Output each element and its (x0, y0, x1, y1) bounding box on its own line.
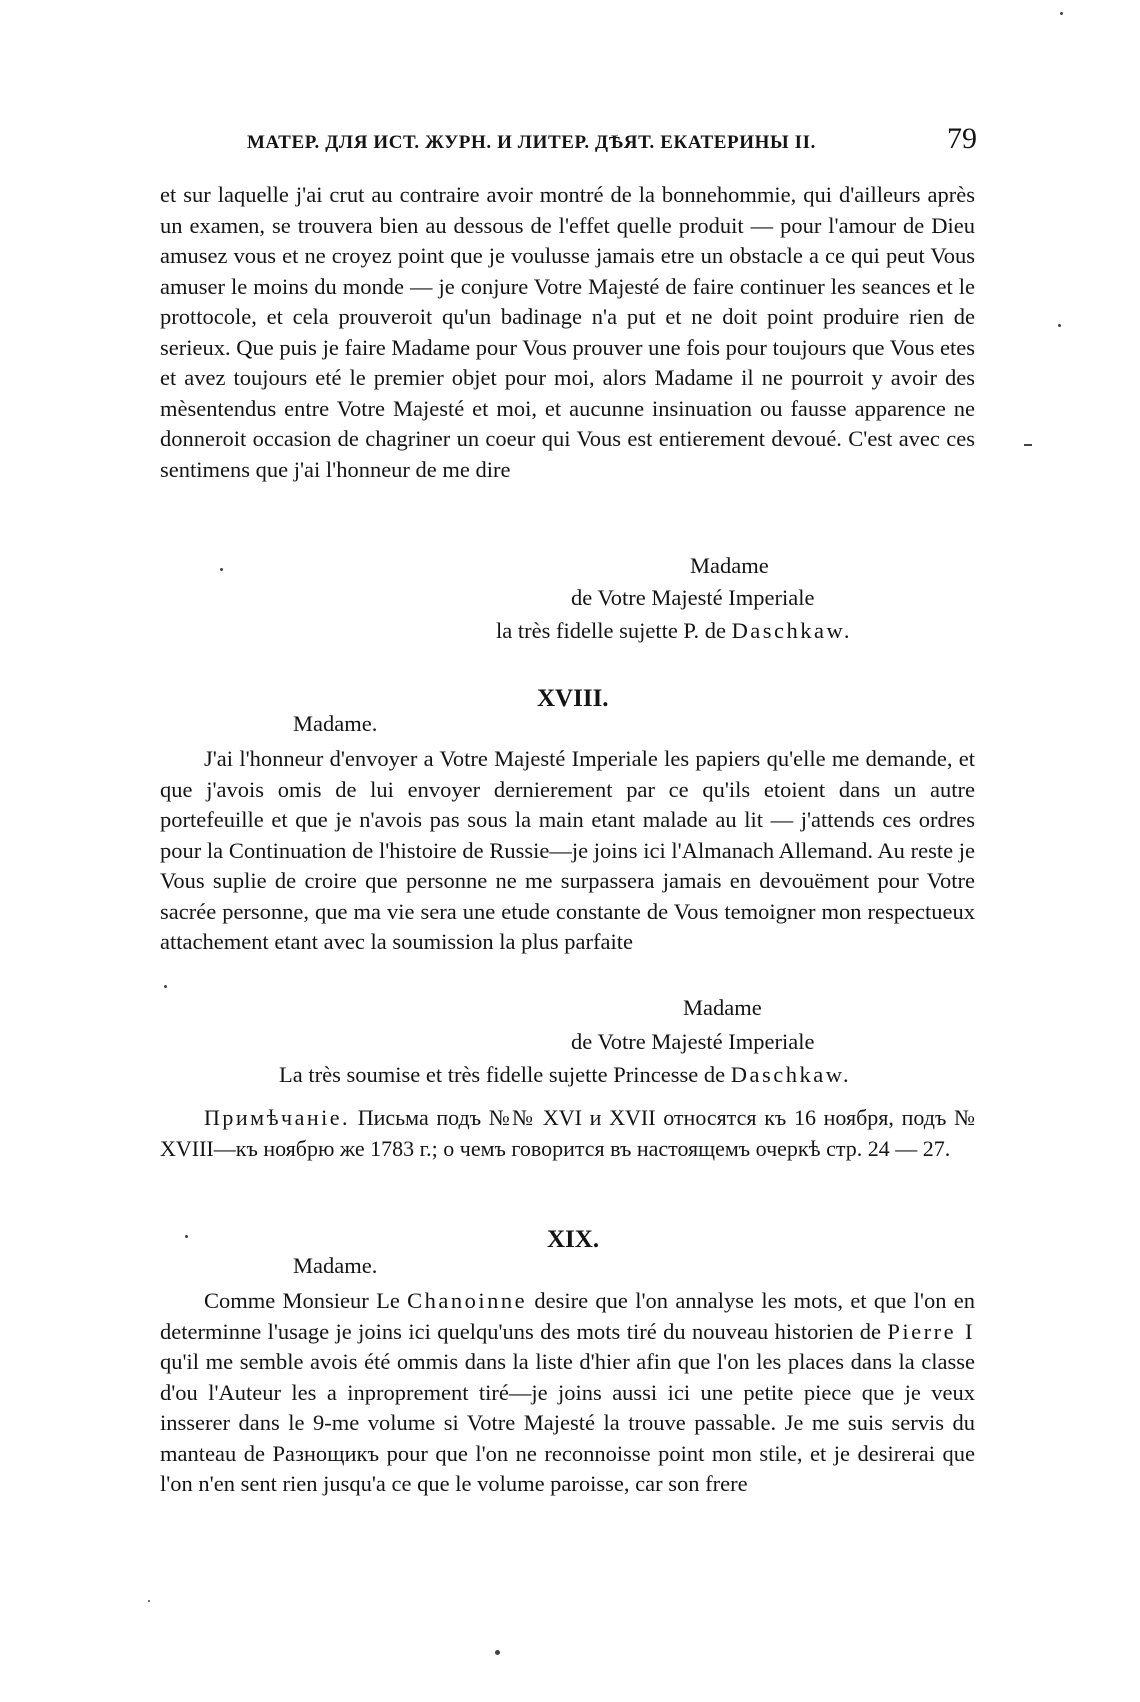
scan-speck (220, 568, 223, 571)
letter-17-signature-name: Daschkaw. (731, 618, 852, 643)
letter-18-signature (279, 1062, 851, 1088)
letter-18-closing-majesty: de Votre Majesté Imperiale (571, 1029, 815, 1054)
letter-18-closing-madame: Madame (683, 995, 762, 1020)
note-text: Письма подъ №№ XVI и XVII относятся къ 16 ноября, подъ № XVIII—къ ноябрю же 1783 г.; о чемъ говорится въ настоящемъ очеркѣ стр. 24 — 27. (160, 1105, 976, 1161)
letter-17-body (160, 180, 975, 485)
letter-17-paragraph: et sur laquelle j'ai crut au contraire avoir montré de la bonnehommie, qui d'ailleurs après un examen, se trouvera bien au dessous de l'effet quelle produit — pour l'amour de Dieu amusez vous et ne croyez point que je voulusse jamais etre un obstacle a ce qui peut Vous amuser le moins du monde — je conjure Votre Majesté de faire continuer les seances et le prottocole, et cela prouveroit qu'un badinage n'a put et ne doit point produire rien de serieux. Que puis je faire Madame pour Vous prouver une fois pour toujours que Vous etes et avez toujours eté le premier objet pour moi, alors Madame il ne pourroit y avoir des mèsentendus entre Votre Majesté et moi, et aucunne insinuation ou fausse apparence ne donneroit occasion de chagriner un coeur qui Vous est entierement devoué. C'est avec ces sentimens que j'ai l'honneur de me dire (160, 182, 975, 482)
letter-19-text-3: qu'il me semble avois été ommis dans la liste d'hier afin que l'on les places dans la classe d'ou l'Auteur les a inproprement tiré—je joins aussi ici une petite piece que je veux insserer dans le 9-me volume si Votre Majesté la trouve passable. Je me suis servis du manteau de Разнощикъ pour que l'on ne reconnoisse point mon stile, et je desirerai que l'on n'en sent rien jusqu'a ce que le volume paroisse, car son frere (160, 1349, 975, 1496)
page-number: 79 (947, 122, 977, 155)
letter-18-numeral: XVIII. (537, 685, 609, 712)
scan-speck (495, 1650, 500, 1655)
letter-19-text-2: desire que l'on annalyse les mots, et que l'on en determinne l'usage je joins ici quelqu'uns des mots tiré du nouveau historien de (160, 1288, 975, 1344)
scan-speck (164, 985, 167, 988)
scan-speck (1060, 12, 1063, 15)
editorial-note (160, 1102, 975, 1164)
letter-19-salutation: Madame. (293, 1253, 378, 1278)
letter-17-signature (496, 618, 852, 644)
person-name-chanoinne: Chanoinne (407, 1288, 528, 1313)
letter-18-salutation: Madame. (293, 711, 378, 736)
letter-18-paragraph: J'ai l'honneur d'envoyer a Votre Majesté Imperiale les papiers qu'elle me demande, et que j'avois omis de lui envoyer dernierement par ce qu'ils etoient dans un autre portefeuille et que je n'avois pas sous la main etant malade au lit — j'attends ces ordres pour la Continuation de l'histoire de Russie—je joins ici l'Almanach Allemand. Au reste je Vous suplie de croire que personne ne me surpassera jamais en devouëment pour Votre sacrée personne, que ma vie sera une etude constante de Vous temoigner mon respectueux attachement etant avec la soumission la plus parfaite (160, 746, 975, 954)
note-label: Примѣчаніе. (204, 1105, 351, 1130)
scan-speck (185, 1235, 188, 1238)
letter-18-signature-name: Daschkaw. (730, 1062, 852, 1087)
running-header (247, 122, 977, 162)
letter-19-body (160, 1286, 975, 1500)
header-title: МАТЕР. ДЛЯ ИСТ. ЖУРН. И ЛИТЕР. ДѢЯТ. ЕКАТЕРИНЫ II. (247, 132, 816, 153)
scan-speck (1058, 324, 1061, 327)
scan-speck (148, 1600, 150, 1602)
letter-18-body (160, 744, 975, 958)
letter-19-text-1: Comme Monsieur Le (204, 1288, 408, 1313)
person-name-pierre: Pierre I (887, 1318, 975, 1344)
scan-speck (1024, 444, 1032, 446)
letter-19-numeral: XIX. (547, 1226, 600, 1253)
letter-17-closing-majesty: de Votre Majesté Imperiale (571, 585, 815, 610)
letter-17-signature-prefix: la très fidelle sujette P. de (496, 618, 732, 643)
letter-17-closing-madame: Madame (690, 553, 769, 578)
letter-18-signature-prefix: La très soumise et très fidelle sujette Princesse de (279, 1062, 731, 1087)
letter-19-paragraph (160, 1286, 975, 1500)
